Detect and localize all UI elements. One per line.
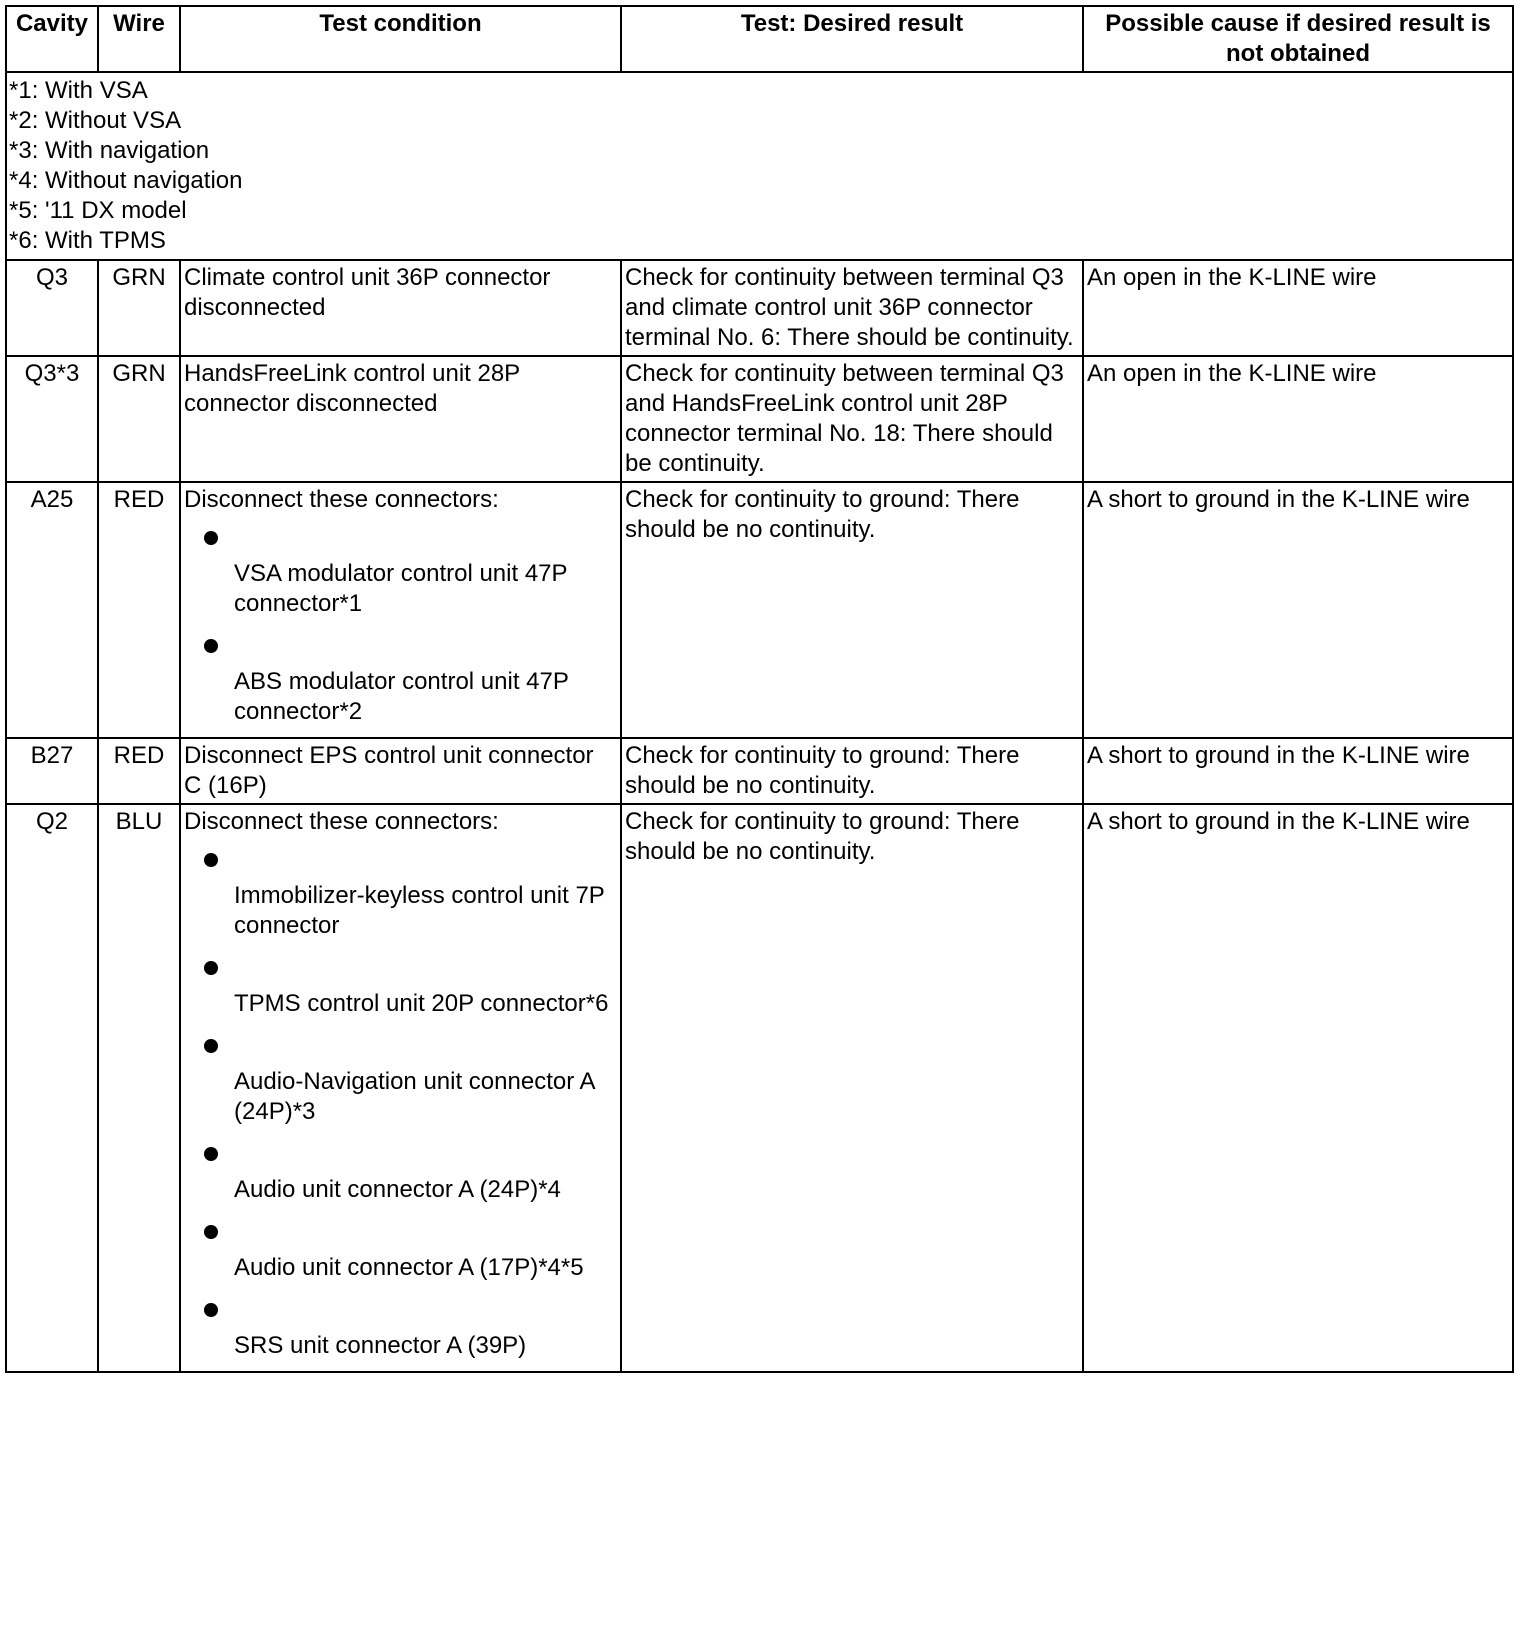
table-row xyxy=(6,356,1513,482)
cause-cell: A short to ground in the K-LINE wire xyxy=(1083,738,1513,804)
bullet-icon xyxy=(204,961,218,975)
connector-label: TPMS control unit 20P connector*6 xyxy=(234,990,609,1017)
connector-list xyxy=(184,519,617,727)
connector-label: SRS unit connector A (39P) xyxy=(234,1332,527,1359)
result-cell: Check for continuity between terminal Q3 and HandsFreeLink control unit 28P connector terminal No. 18: There should be continuity. xyxy=(621,356,1083,482)
wire-cell: GRN xyxy=(98,260,180,356)
connector-label: Immobilizer-keyless control unit 7P connector xyxy=(234,882,605,939)
cause-cell: An open in the K-LINE wire xyxy=(1083,260,1513,356)
bullet-icon xyxy=(204,1039,218,1053)
header-row xyxy=(6,6,1513,72)
condition-cell: Climate control unit 36P connector disconnected xyxy=(180,260,621,356)
cause-cell: An open in the K-LINE wire xyxy=(1083,356,1513,482)
bullet-icon xyxy=(204,853,218,867)
condition-cell xyxy=(180,482,621,738)
cavity-cell: Q2 xyxy=(6,804,98,1372)
connector-list xyxy=(184,841,617,1361)
header-test-condition: Test condition xyxy=(180,6,621,72)
condition-cell: Disconnect EPS control unit connector C (16P) xyxy=(180,738,621,804)
list-item xyxy=(184,949,617,1019)
cavity-cell: A25 xyxy=(6,482,98,738)
connector-label: Audio unit connector A (24P)*4 xyxy=(234,1176,561,1203)
bullet-icon xyxy=(204,639,218,653)
result-cell: Check for continuity to ground: There should be no continuity. xyxy=(621,804,1083,1372)
list-item xyxy=(184,1213,617,1283)
footnotes-cell xyxy=(6,72,1513,260)
footnotes-row xyxy=(6,72,1513,260)
connector-label: VSA modulator control unit 47P connector*1 xyxy=(234,560,568,617)
connector-label: Audio-Navigation unit connector A (24P)*3 xyxy=(234,1068,595,1125)
list-item xyxy=(184,519,617,619)
wire-cell: RED xyxy=(98,738,180,804)
bullet-icon xyxy=(204,1147,218,1161)
header-wire: Wire xyxy=(98,6,180,72)
wire-cell: BLU xyxy=(98,804,180,1372)
table-row xyxy=(6,804,1513,1372)
header-possible-cause: Possible cause if desired result is not obtained xyxy=(1083,6,1513,72)
footnote: *3: With navigation xyxy=(9,137,210,164)
wire-cell: RED xyxy=(98,482,180,738)
table-row xyxy=(6,482,1513,738)
condition-lead: Disconnect these connectors: xyxy=(184,808,499,835)
footnote: *4: Without navigation xyxy=(9,167,243,194)
result-cell: Check for continuity to ground: There should be no continuity. xyxy=(621,482,1083,738)
cause-cell: A short to ground in the K-LINE wire xyxy=(1083,482,1513,738)
cause-cell: A short to ground in the K-LINE wire xyxy=(1083,804,1513,1372)
condition-lead: Disconnect these connectors: xyxy=(184,486,499,513)
condition-cell xyxy=(180,804,621,1372)
result-cell: Check for continuity to ground: There should be no continuity. xyxy=(621,738,1083,804)
list-item xyxy=(184,1027,617,1127)
wire-cell: GRN xyxy=(98,356,180,482)
list-item xyxy=(184,1135,617,1205)
connector-label: ABS modulator control unit 47P connector*2 xyxy=(234,668,569,725)
footnote: *1: With VSA xyxy=(9,77,148,104)
result-cell: Check for continuity between terminal Q3 and climate control unit 36P connector terminal No. 6: There should be continuity. xyxy=(621,260,1083,356)
connector-label: Audio unit connector A (17P)*4*5 xyxy=(234,1254,584,1281)
cavity-cell: Q3 xyxy=(6,260,98,356)
footnote: *6: With TPMS xyxy=(9,227,166,254)
header-cavity: Cavity xyxy=(6,6,98,72)
diagnostic-table xyxy=(5,5,1514,1373)
table-row xyxy=(6,260,1513,356)
bullet-icon xyxy=(204,531,218,545)
list-item xyxy=(184,627,617,727)
bullet-icon xyxy=(204,1225,218,1239)
footnote: *2: Without VSA xyxy=(9,107,182,134)
bullet-icon xyxy=(204,1303,218,1317)
footnote: *5: '11 DX model xyxy=(9,197,187,224)
list-item xyxy=(184,1291,617,1361)
condition-cell: HandsFreeLink control unit 28P connector disconnected xyxy=(180,356,621,482)
cavity-cell: Q3*3 xyxy=(6,356,98,482)
cavity-cell: B27 xyxy=(6,738,98,804)
table-row xyxy=(6,738,1513,804)
header-desired-result: Test: Desired result xyxy=(621,6,1083,72)
list-item xyxy=(184,841,617,941)
